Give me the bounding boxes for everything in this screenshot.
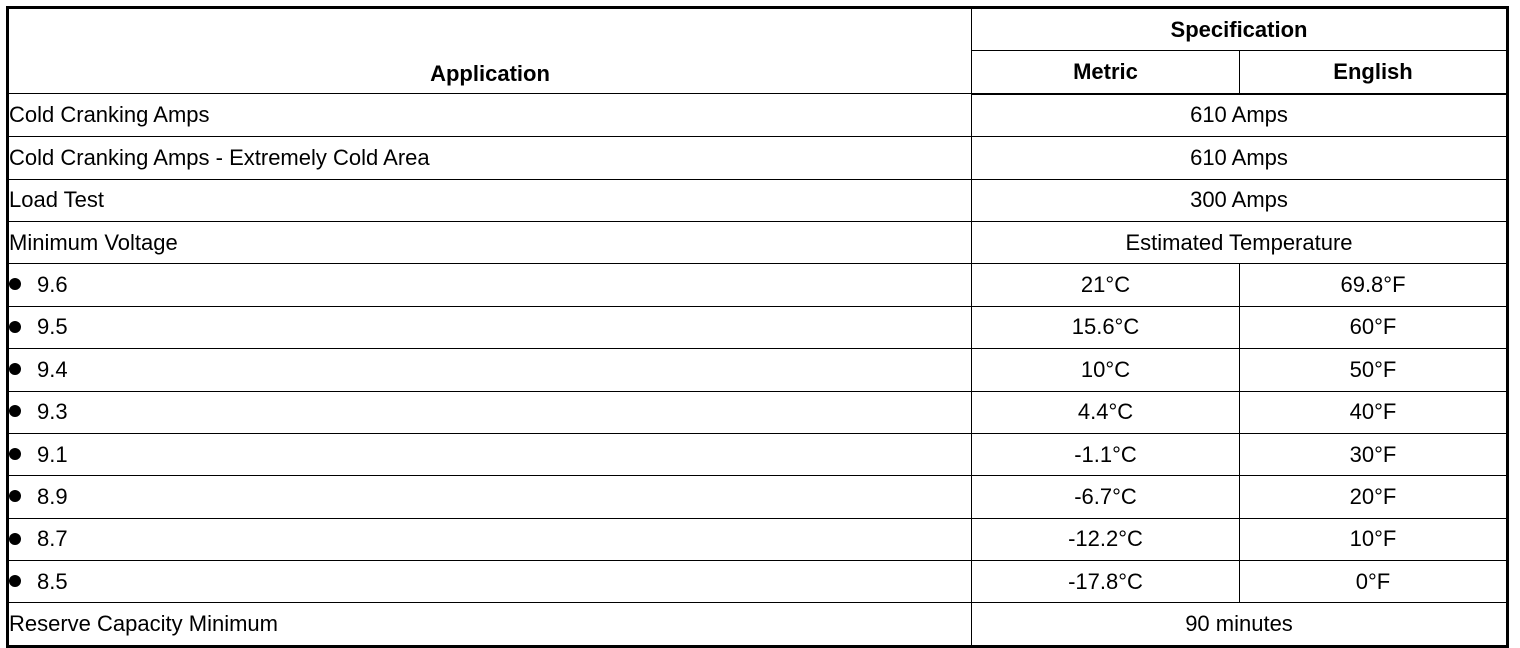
metric-temperature: 10°C bbox=[972, 349, 1240, 391]
voltage-row bbox=[8, 518, 1508, 560]
table-row bbox=[8, 603, 1508, 646]
bullet-icon bbox=[9, 575, 21, 587]
voltage-value: 8.9 bbox=[37, 483, 68, 509]
english-temperature: 20°F bbox=[1240, 476, 1508, 518]
english-temperature: 69.8°F bbox=[1240, 264, 1508, 306]
bullet-icon bbox=[9, 321, 21, 333]
row-value: 300 Amps bbox=[972, 179, 1508, 221]
table-row bbox=[8, 179, 1508, 221]
metric-temperature: -6.7°C bbox=[972, 476, 1240, 518]
row-label: Cold Cranking Amps bbox=[8, 94, 972, 137]
bullet-icon bbox=[9, 405, 21, 417]
voltage-row bbox=[8, 391, 1508, 433]
row-label: Load Test bbox=[8, 179, 972, 221]
english-temperature: 30°F bbox=[1240, 433, 1508, 475]
table-body bbox=[8, 94, 1508, 647]
row-label: Reserve Capacity Minimum bbox=[8, 603, 972, 646]
voltage-row bbox=[8, 561, 1508, 603]
bullet-icon bbox=[9, 448, 21, 460]
english-header: English bbox=[1240, 51, 1508, 94]
voltage-row bbox=[8, 433, 1508, 475]
bullet-icon bbox=[9, 490, 21, 502]
bullet-icon bbox=[9, 363, 21, 375]
english-temperature: 10°F bbox=[1240, 518, 1508, 560]
voltage-value: 9.5 bbox=[37, 314, 68, 340]
application-header: Application bbox=[8, 8, 972, 94]
voltage-value: 9.4 bbox=[37, 356, 68, 382]
english-temperature: 0°F bbox=[1240, 561, 1508, 603]
bullet-icon bbox=[9, 278, 21, 290]
row-value: 90 minutes bbox=[972, 603, 1508, 646]
table-row bbox=[8, 221, 1508, 263]
battery-specification-table bbox=[6, 6, 1509, 648]
english-temperature: 40°F bbox=[1240, 391, 1508, 433]
table-row bbox=[8, 94, 1508, 137]
voltage-row bbox=[8, 264, 1508, 306]
metric-temperature: 21°C bbox=[972, 264, 1240, 306]
english-temperature: 50°F bbox=[1240, 349, 1508, 391]
table-row bbox=[8, 137, 1508, 179]
voltage-row bbox=[8, 349, 1508, 391]
voltage-value: 8.7 bbox=[37, 526, 68, 552]
metric-temperature: 15.6°C bbox=[972, 306, 1240, 348]
voltage-value: 9.1 bbox=[37, 441, 68, 467]
metric-temperature: 4.4°C bbox=[972, 391, 1240, 433]
voltage-value: 9.3 bbox=[37, 399, 68, 425]
specification-header: Specification bbox=[972, 8, 1508, 51]
voltage-value: 8.5 bbox=[37, 568, 68, 594]
metric-temperature: -12.2°C bbox=[972, 518, 1240, 560]
row-label: Minimum Voltage bbox=[8, 221, 972, 263]
metric-header: Metric bbox=[972, 51, 1240, 94]
metric-temperature: -1.1°C bbox=[972, 433, 1240, 475]
table-header bbox=[8, 8, 1508, 94]
voltage-row bbox=[8, 306, 1508, 348]
voltage-row bbox=[8, 476, 1508, 518]
row-label: Cold Cranking Amps - Extremely Cold Area bbox=[8, 137, 972, 179]
row-value: 610 Amps bbox=[972, 137, 1508, 179]
row-value: 610 Amps bbox=[972, 94, 1508, 137]
bullet-icon bbox=[9, 533, 21, 545]
english-temperature: 60°F bbox=[1240, 306, 1508, 348]
voltage-value: 9.6 bbox=[37, 272, 68, 298]
row-value: Estimated Temperature bbox=[972, 221, 1508, 263]
metric-temperature: -17.8°C bbox=[972, 561, 1240, 603]
header-row bbox=[8, 8, 1508, 51]
